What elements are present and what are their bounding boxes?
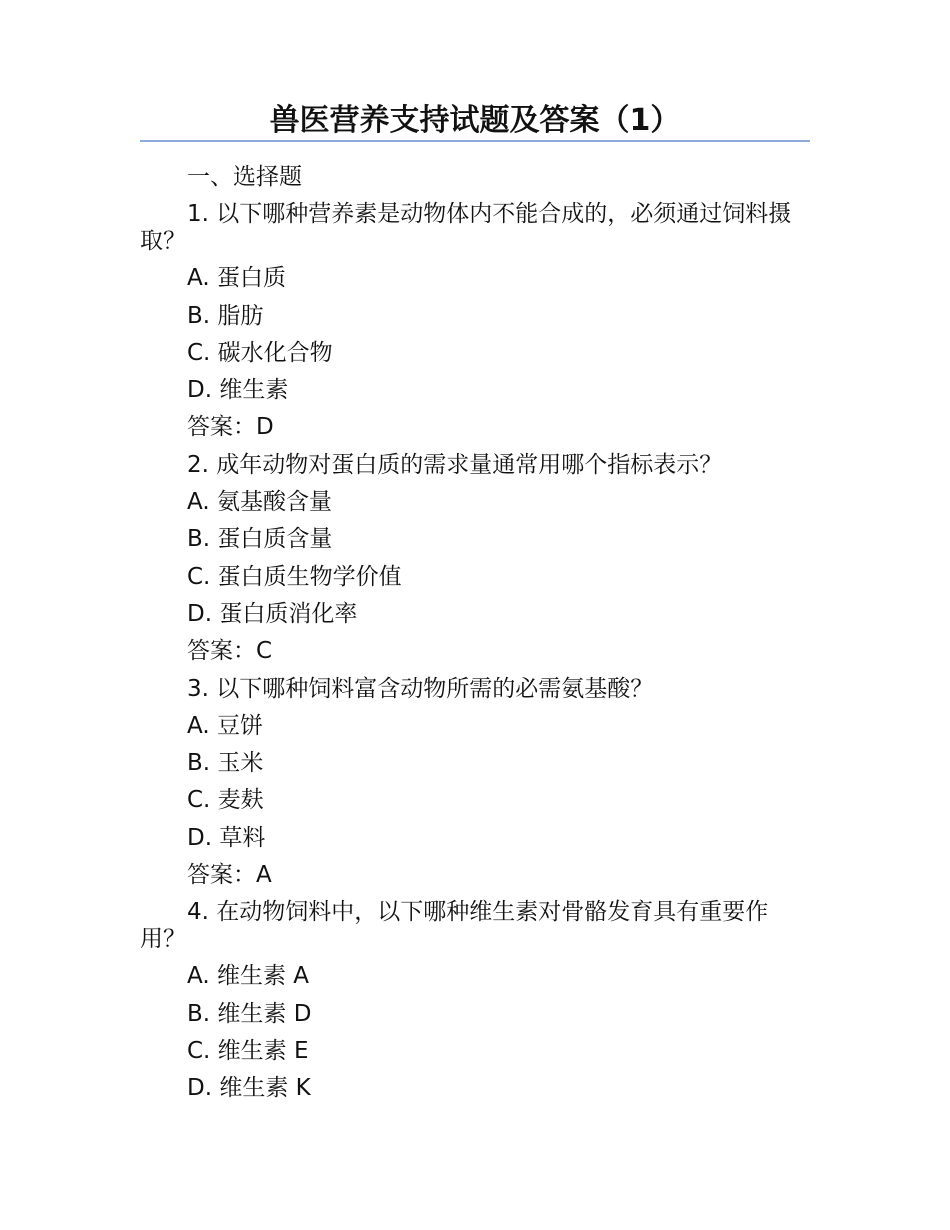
option-item: A. 氨基酸含量: [187, 489, 332, 516]
option-item: A. 蛋白质: [187, 265, 286, 292]
option-item: B. 脂肪: [187, 302, 264, 329]
question-text: 3. 以下哪种饲料富含动物所需的必需氨基酸？: [187, 675, 654, 702]
option-item: C. 维生素 E: [187, 1037, 309, 1064]
question-text: 4. 在动物饲料中，以下哪种维生素对骨骼发育具有重要作用？: [140, 899, 769, 953]
option-item: A. 豆饼: [187, 712, 263, 739]
option-item: C. 蛋白质生物学价值: [187, 563, 402, 590]
option-item: D. 蛋白质消化率: [187, 600, 358, 627]
document-page: [140, 100, 810, 1108]
question-text: 2. 成年动物对蛋白质的需求量通常用哪个指标表示？: [187, 451, 723, 478]
option-item: D. 草料: [187, 824, 266, 851]
option-item: A. 维生素 A: [187, 963, 309, 990]
question-text: 1. 以下哪种营养素是动物体内不能合成的，必须通过饲料摄取？: [140, 201, 792, 255]
option-item: B. 维生素 D: [187, 1000, 312, 1027]
option-item: B. 蛋白质含量: [187, 526, 333, 553]
option-item: B. 玉米: [187, 750, 264, 777]
answer-text: 答案：D: [187, 414, 274, 441]
option-item: D. 维生素 K: [187, 1075, 311, 1102]
answer-text: 答案：C: [187, 638, 273, 665]
option-item: C. 碳水化合物: [187, 339, 333, 366]
option-item: C. 麦麸: [187, 787, 264, 814]
document-title: 兽医营养支持试题及答案（1）: [269, 103, 681, 138]
section-heading: 一、选择题: [187, 164, 302, 190]
answer-text: 答案：A: [187, 862, 272, 889]
option-item: D. 维生素: [187, 377, 289, 404]
